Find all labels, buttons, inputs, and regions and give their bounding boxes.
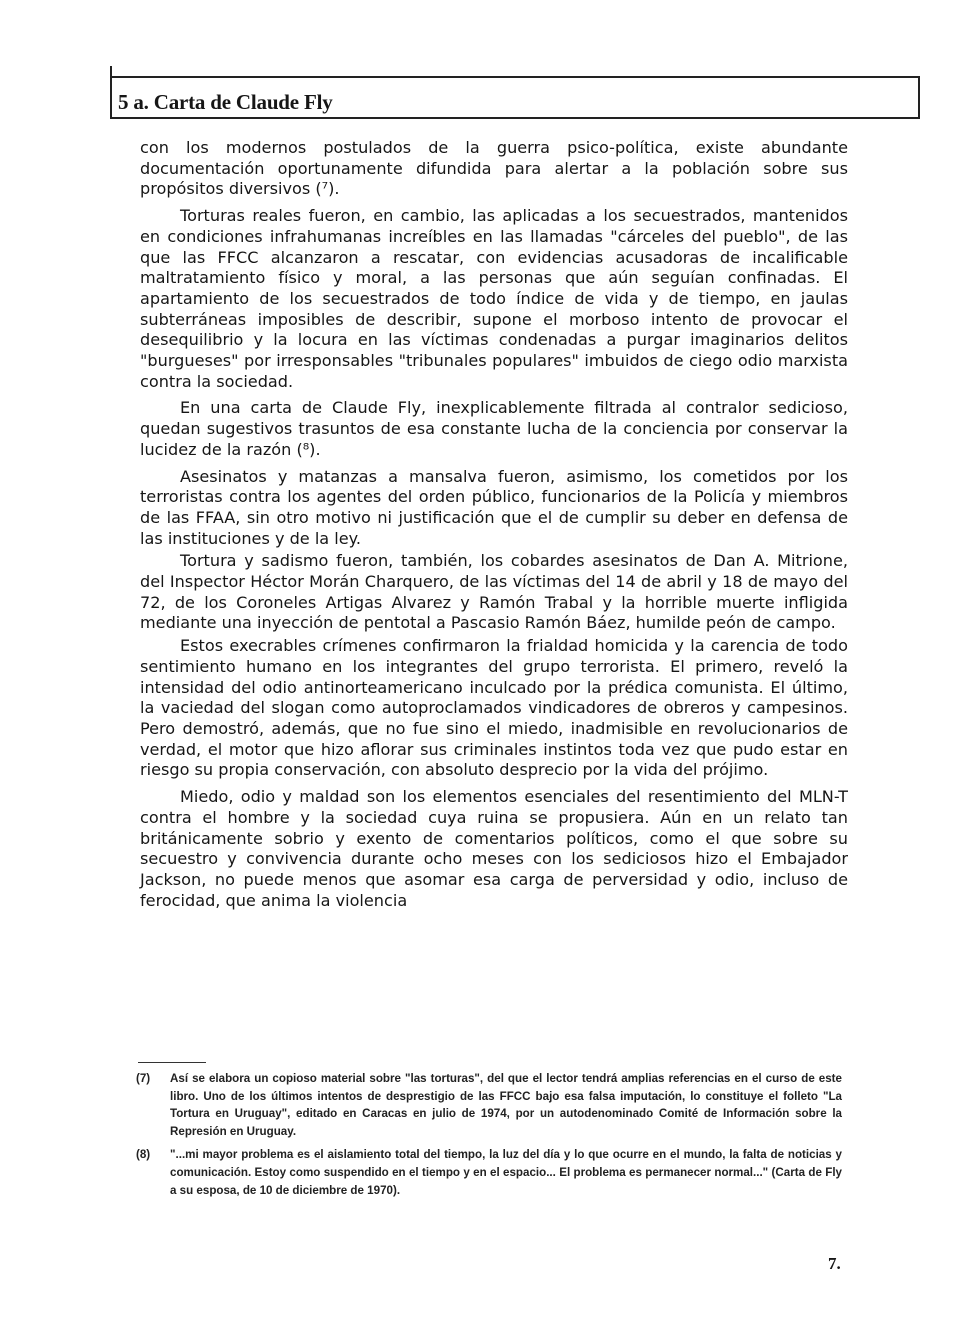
paragraph: con los modernos postulados de la guerra psico-política, existe abundante documentación oportunamente difundida para alertar a la población sobre sus propósitos diversivos (⁷).	[140, 138, 848, 199]
page-number: 7.	[828, 1254, 841, 1273]
footnote-7	[136, 1070, 842, 1140]
paragraph: Estos execrables crímenes confirmaron la frialdad homicida y la carencia de todo sentimiento humano en los integrantes del grupo terrorista. El primero, reveló la intensidad del odio antinorteamericano inculcado por la prédica comunista. El último, la vaciedad del slogan como autoproclamados vindicadores de obreros y campesinos. Pero demostró, además, que no fue sino el miedo, inadmisible en revolucionarios de verdad, el motor que hizo aflorar sus criminales instintos toda vez que pudo estar en riesgo su propia conservación, con absoluto desprecio por la vida del prójimo.	[140, 636, 848, 780]
body-text	[140, 138, 848, 917]
paragraph: Asesinatos y matanzas a mansalva fueron, asimismo, los cometidos por los terroristas contra los agentes del orden público, funcionarios de la Policía y miembros de las FFAA, sin otro motivo ni justificación que el de cumplir su deber en defensa de las instituciones y de la ley.	[140, 466, 848, 548]
footnotes	[136, 1070, 842, 1205]
footnote-text: Así se elabora un copioso material sobre "las torturas", del que el lector tendrá amplias referencias en el curso de este libro. Uno de los últimos intentos de desprestigio de las FFCC bajo esa falsa imputación, lo constituye el folleto "La Tortura en Uruguay", editado en Caracas en julio de 1974, por un autodenominado Comité de Información sobre la Represión en Uruguay.	[170, 1072, 842, 1138]
footnote-separator	[138, 1062, 206, 1063]
running-header-title: 5 a. Carta de Claude Fly	[118, 90, 333, 114]
footnote-8	[136, 1146, 842, 1199]
footnote-number: (7)	[136, 1072, 151, 1085]
paragraph: Miedo, odio y maldad son los elementos esenciales del resentimiento del MLN-T contra el hombre y la sociedad cuya ruina se propusiera. Aún en un relato tan británicamente sobrio y exento de comentarios políticos, como el que sobre su secuestro y convivencia durante ocho meses con los sediciosos hizo el Embajador Jackson, no puede menos que asomar esa carga de perversidad y odio, incluso de ferocidad, que anima la violencia	[140, 787, 848, 910]
paragraph: Torturas reales fueron, en cambio, las aplicadas a los secuestrados, mantenidos en condiciones infrahumanas increíbles en las llamadas "cárceles del pueblo", de las que las FFCC alcanzaron a rescatar, con evidencias acusadoras de incalificable maltratamiento físico y moral, a las personas que aún seguían confinadas. El apartamiento de los secuestrados de todo índice de vida y de tiempo, en jaulas subterráneas imposibles de describir, supone el morboso intento de provocar el desequilibrio y la locura en las víctimas condenadas a purgar imaginarios delitos "burgueses" por irresponsables "tribunales populares" imbuidos de ciego odio marxista contra la sociedad.	[140, 206, 848, 391]
header-rule	[110, 117, 920, 119]
footnote-text: "...mi mayor problema es el aislamiento total del tiempo, la luz del día y lo que ocurre en el mundo, la falta de noticias y comunicación. Estoy como suspendido en el tiempo y en el espacio... El problema es permanecer normal..." (Carta de Fly a su esposa, de 10 de diciembre de 1970).	[170, 1148, 842, 1197]
paragraph: En una carta de Claude Fly, inexplicablemente filtrada al contralor sedicioso, quedan sugestivos trasuntos de esa constante lucha de la conciencia por conservar la lucidez de la razón (⁸).	[140, 398, 848, 459]
paragraph: Tortura y sadismo fueron, también, los cobardes asesinatos de Dan A. Mitrione, del Inspector Héctor Morán Charquero, de las víctimas del 14 de abril y 18 de mayo del 72, de los Coroneles Artigas Alvarez y Ramón Trabal y la horrible muerte infligida mediante una inyección de pentotal a Pascasio Ramón Báez, humilde peón de campo.	[140, 551, 848, 633]
footnote-number: (8)	[136, 1148, 151, 1162]
